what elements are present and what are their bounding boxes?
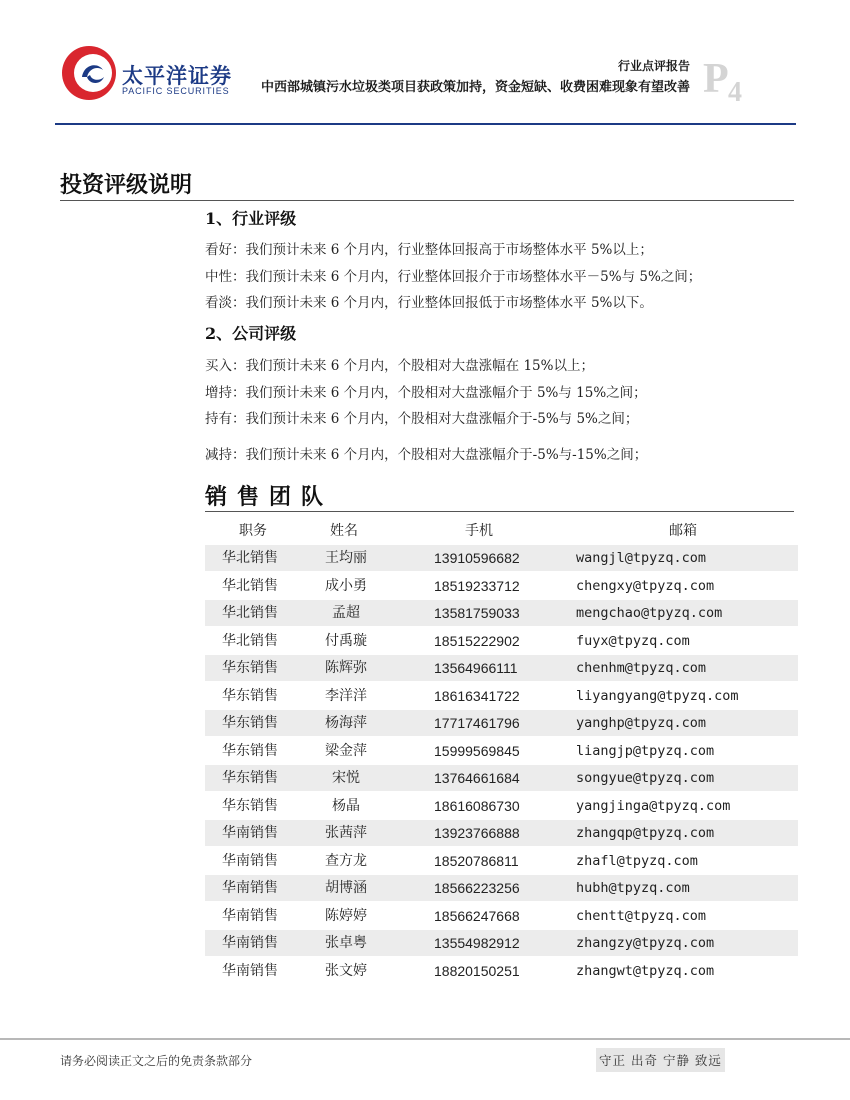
sales-team-heading: 销售团队: [205, 484, 334, 510]
cell-role: 华南销售: [222, 963, 278, 979]
sales-team-divider: [205, 511, 794, 512]
table-row: [205, 655, 798, 681]
cell-role: 华南销售: [222, 935, 278, 951]
cell-email: zhangwt@tpyzq.com: [576, 963, 715, 979]
cell-name: 杨海萍: [325, 715, 367, 731]
cell-phone: 18519233712: [434, 578, 520, 594]
page-letter: P: [703, 56, 729, 102]
column-header-phone: 手机: [465, 523, 493, 539]
table-row: [205, 930, 798, 956]
cell-phone: 13764661684: [434, 770, 520, 786]
pacific-securities-logo-icon: [60, 44, 118, 102]
report-title: 中西部城镇污水垃圾类项目获政策加持，资金短缺、收费困难现象有望改善: [260, 80, 690, 95]
company-rating-line: 增持：我们预计未来 6 个月内，个股相对大盘涨幅介于 5%与 15%之间；: [205, 385, 647, 401]
industry-rating-line: 看好：我们预计未来 6 个月内，行业整体回报高于市场整体水平 5%以上；: [205, 242, 653, 258]
cell-role: 华东销售: [222, 715, 278, 731]
cell-phone: 18566223256: [434, 880, 520, 896]
company-rating-heading: 2、公司评级: [205, 324, 297, 343]
cell-name: 成小勇: [325, 578, 367, 594]
cell-email: chengxy@tpyzq.com: [576, 578, 715, 594]
cell-email: songyue@tpyzq.com: [576, 770, 715, 786]
table-row: [205, 848, 798, 874]
table-row: [205, 765, 798, 791]
column-header-role: 职务: [239, 523, 267, 539]
cell-email: zhafl@tpyzq.com: [576, 853, 698, 869]
table-row: [205, 793, 798, 819]
cell-role: 华北销售: [222, 633, 278, 649]
cell-email: chentt@tpyzq.com: [576, 908, 707, 924]
cell-email: liangjp@tpyzq.com: [576, 743, 715, 759]
cell-phone: 15999569845: [434, 743, 520, 759]
cell-email: chenhm@tpyzq.com: [576, 660, 707, 676]
footer-disclaimer: 请务必阅读正文之后的免责条款部分: [60, 1054, 253, 1068]
footer-motto: 守正 出奇 宁静 致远: [596, 1048, 725, 1072]
cell-phone: 13564966111: [434, 660, 518, 676]
cell-email: wangjl@tpyzq.com: [576, 550, 707, 566]
column-header-email: 邮箱: [669, 523, 697, 539]
cell-phone: 17717461796: [434, 715, 520, 731]
cell-email: zhangqp@tpyzq.com: [576, 825, 715, 841]
cell-phone: 13910596682: [434, 550, 520, 566]
cell-phone: 18616341722: [434, 688, 520, 704]
table-row: [205, 710, 798, 736]
cell-role: 华东销售: [222, 743, 278, 759]
cell-name: 张卓粤: [325, 935, 367, 951]
page-number: 4: [728, 77, 742, 108]
table-row: [205, 600, 798, 626]
cell-name: 李洋洋: [325, 688, 367, 704]
report-type: 行业点评报告: [617, 59, 690, 73]
cell-role: 华北销售: [222, 550, 278, 566]
cell-role: 华东销售: [222, 688, 278, 704]
cell-name: 杨晶: [332, 798, 360, 814]
cell-phone: 18616086730: [434, 798, 520, 814]
cell-role: 华东销售: [222, 660, 278, 676]
cell-role: 华南销售: [222, 908, 278, 924]
company-rating-line: 买入：我们预计未来 6 个月内，个股相对大盘涨幅在 15%以上；: [205, 358, 594, 374]
cell-name: 王均丽: [325, 550, 367, 566]
cell-phone: 18520786811: [434, 853, 519, 869]
table-row: [205, 958, 798, 984]
cell-phone: 13581759033: [434, 605, 520, 621]
cell-name: 孟超: [332, 605, 360, 621]
cell-name: 查方龙: [325, 853, 367, 869]
cell-email: zhangzy@tpyzq.com: [576, 935, 715, 951]
cell-email: liyangyang@tpyzq.com: [576, 688, 739, 704]
table-row: [205, 903, 798, 929]
company-rating-line: 减持：我们预计未来 6 个月内，个股相对大盘涨幅介于-5%与-15%之间；: [205, 447, 648, 463]
cell-name: 张文婷: [325, 963, 367, 979]
cell-email: yanghp@tpyzq.com: [576, 715, 707, 731]
table-row: [205, 875, 798, 901]
cell-name: 梁金萍: [325, 743, 367, 759]
cell-email: mengchao@tpyzq.com: [576, 605, 723, 621]
rating-section-heading: 投资评级说明: [60, 172, 193, 198]
cell-phone: 18820150251: [434, 963, 520, 979]
footer-divider: [0, 1038, 850, 1040]
cell-role: 华北销售: [222, 605, 278, 621]
cell-phone: 18566247668: [434, 908, 520, 924]
cell-role: 华南销售: [222, 880, 278, 896]
cell-name: 胡博涵: [325, 880, 367, 896]
cell-phone: 13554982912: [434, 935, 520, 951]
cell-role: 华东销售: [222, 770, 278, 786]
table-row: [205, 820, 798, 846]
cell-name: 张茜萍: [325, 825, 367, 841]
cell-name: 宋悦: [332, 770, 360, 786]
table-row: [205, 628, 798, 654]
cell-role: 华东销售: [222, 798, 278, 814]
table-row: [205, 545, 798, 571]
table-row: [205, 738, 798, 764]
logo-wordmark-cn: 太平洋证券: [122, 64, 232, 88]
cell-role: 华北销售: [222, 578, 278, 594]
cell-email: hubh@tpyzq.com: [576, 880, 690, 896]
industry-rating-line: 中性：我们预计未来 6 个月内，行业整体回报介于市场整体水平－5%与 5%之间；: [205, 269, 702, 285]
column-header-name: 姓名: [330, 523, 358, 539]
table-row: [205, 573, 798, 599]
cell-role: 华南销售: [222, 853, 278, 869]
cell-phone: 18515222902: [434, 633, 520, 649]
header-divider: [55, 123, 796, 125]
cell-phone: 13923766888: [434, 825, 520, 841]
cell-role: 华南销售: [222, 825, 278, 841]
company-rating-line: 持有：我们预计未来 6 个月内，个股相对大盘涨幅介于-5%与 5%之间；: [205, 411, 639, 427]
cell-email: fuyx@tpyzq.com: [576, 633, 690, 649]
cell-email: yangjinga@tpyzq.com: [576, 798, 731, 814]
cell-name: 陈婷婷: [325, 908, 367, 924]
logo-wordmark-en: PACIFIC SECURITIES: [122, 86, 230, 96]
industry-rating-line: 看淡：我们预计未来 6 个月内，行业整体回报低于市场整体水平 5%以下。: [205, 295, 653, 311]
cell-name: 付禹璇: [325, 633, 367, 649]
cell-name: 陈辉弥: [325, 660, 367, 676]
industry-rating-heading: 1、行业评级: [205, 209, 297, 228]
table-row: [205, 683, 798, 709]
rating-section-divider: [60, 200, 794, 201]
